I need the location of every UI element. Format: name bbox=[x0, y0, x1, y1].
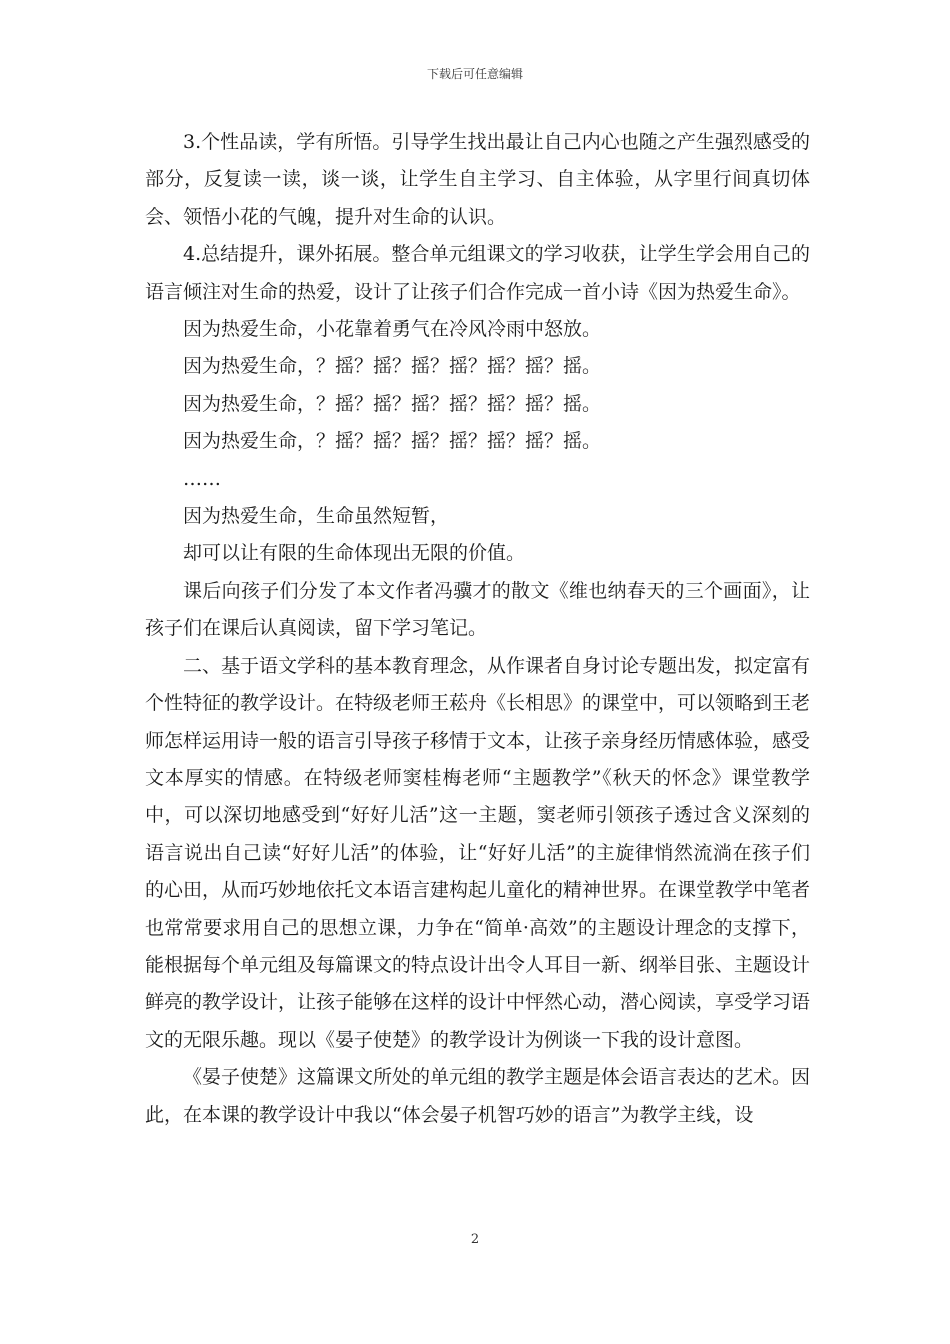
paragraph-step-4: 4.总结提升，课外拓展。整合单元组课文的学习收获，让学生学会用自己的语言倾注对生命的热爱，设计了让孩子们合作完成一首小诗《因为热爱生命》。 bbox=[145, 243, 810, 303]
paragraph-yanzi: 《晏子使楚》这篇课文所处的单元组的教学主题是体会语言表达的艺术。因此，在本课的教学设计中我以“体会晏子机智巧妙的语言”为教学主线，设 bbox=[145, 1066, 811, 1126]
page-number: 2 bbox=[470, 1232, 480, 1247]
poem-line: 因为热爱生命，生命虽然短暂， bbox=[183, 505, 450, 528]
poem-line: 因为热爱生命，？摇？摇？摇？摇？摇？摇？摇。 bbox=[183, 392, 602, 415]
paragraph-section-two: 二、基于语文学科的基本教育理念，从作课者自身讨论专题出发，拟定富有个性特征的教学设计。在特级老师王菘舟《长相思》的课堂中，可以领略到王老师怎样运用诗一般的语言引导孩子移情于文本，让孩子亲身经历情感体验，感受文本厚实的情感。在特级老师窦桂梅老师“主题教学”《秋天的怀念》课堂教学中，可以深切地感受到“好好儿活”这一主题，窦老师引领孩子透过含义深刻的语言说出自己读“好好儿活”的体验，让“好好儿活”的主旋律悄然流淌在孩子们的心田，从而巧妙地依托文本语言建构起儿童化的精神世界。在课堂教学中笔者也常常要求用自己的思想立课，力争在“简单·高效”的主题设计理念的支撑下，能根据每个单元组及每篇课文的特点设计出令人耳目一新、纲举目张、主题设计鲜亮的教学设计，让孩子能够在这样的设计中怦然心动，潜心阅读，享受学习语文的无限乐趣。现以《晏子使楚》的教学设计为例谈一下我的设计意图。 bbox=[145, 654, 811, 1051]
page-header: 下载后可任意编辑 bbox=[426, 67, 523, 81]
poem-ellipsis: …… bbox=[183, 467, 221, 490]
poem-line: 因为热爱生命，？摇？摇？摇？摇？摇？摇？摇。 bbox=[183, 430, 602, 453]
poem-line: 因为热爱生命，小花靠着勇气在冷风冷雨中怒放。 bbox=[183, 318, 602, 341]
poem-line: 却可以让有限的生命体现出无限的价值。 bbox=[183, 542, 526, 565]
paragraph-step-3: 3.个性品读，学有所悟。引导学生找出最让自己内心也随之产生强烈感受的部分，反复读一读，谈一谈，让学生自主学习、自主体验，从字里行间真切体会、领悟小花的气魄，提升对生命的认识。 bbox=[145, 131, 810, 228]
document-body bbox=[145, 124, 810, 1134]
paragraph-homework: 课后向孩子们分发了本文作者冯骥才的散文《维也纳春天的三个画面》，让孩子们在课后认真阅读，留下学习笔记。 bbox=[145, 579, 810, 640]
poem-line: 因为热爱生命，？摇？摇？摇？摇？摇？摇？摇。 bbox=[183, 355, 602, 378]
